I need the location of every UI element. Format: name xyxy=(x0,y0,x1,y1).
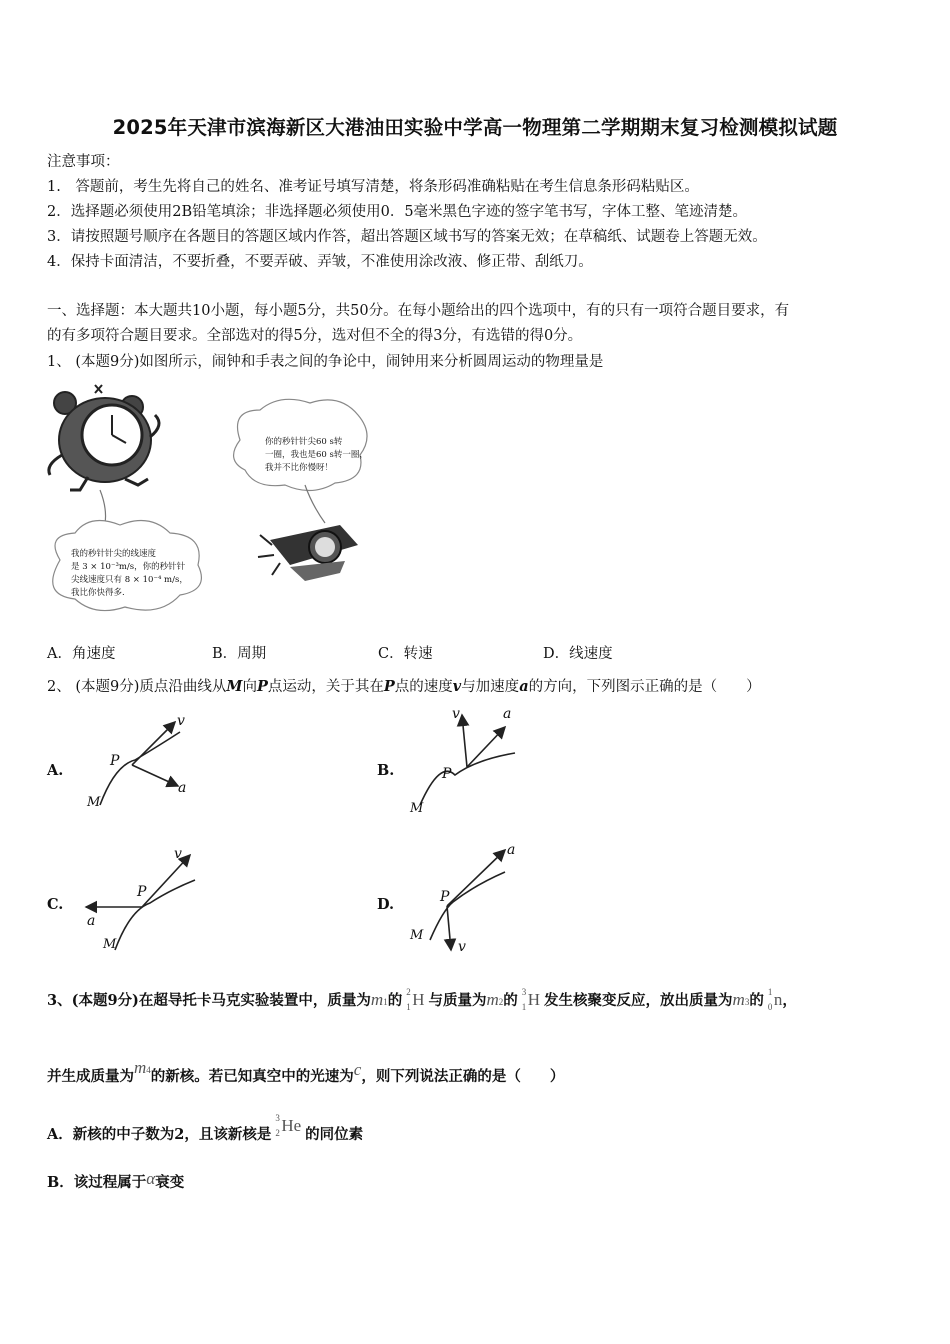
q3-m-symbol: m xyxy=(134,1058,147,1077)
q2c-label-p: P xyxy=(137,884,147,900)
q3-m-subscript: 2 xyxy=(498,997,504,1007)
q3-stem-text: ， xyxy=(782,992,797,1009)
q2d-label-p: P xyxy=(440,889,450,905)
q2c-label-a: a xyxy=(87,913,96,929)
q1-option-c[interactable]: C．转速 xyxy=(378,646,433,662)
watch-bubble-line: 我并不比你慢呀！ xyxy=(265,463,334,473)
watch-bubble-line: 一圈，我也是60 s转一圈， xyxy=(265,450,368,460)
q3-stem-text: 的新核。若已知真空中的光速为 xyxy=(150,1068,354,1085)
q2-option-a[interactable]: A. xyxy=(47,762,64,779)
q3-m-symbol: m xyxy=(732,990,745,1009)
q2a-label-a: a xyxy=(178,780,187,796)
q2-var-p: P xyxy=(256,678,268,695)
q2-option-c[interactable]: C. xyxy=(47,896,64,913)
nuclide-element: H xyxy=(527,990,541,1009)
clock-bubble-text xyxy=(71,548,188,600)
alarm-clock-icon xyxy=(49,385,159,490)
q2c-label-v: v xyxy=(174,846,182,862)
velocity-arrow xyxy=(132,722,175,765)
q2b-label-v: v xyxy=(452,706,460,722)
q3-stem-text: 与质量为 xyxy=(428,992,487,1009)
q2-stem-text: 点的速度 xyxy=(394,679,453,695)
nuclide-element: H xyxy=(412,990,425,1009)
deuterium-symbol xyxy=(406,987,425,1012)
nuclide-element: n xyxy=(773,990,783,1009)
q2d-label-v: v xyxy=(458,939,466,955)
q1-option-a[interactable]: A．角速度 xyxy=(47,646,116,662)
q2-diagram-b xyxy=(405,705,535,820)
page-title: 2025年天津市滨海新区大港油田实验中学高一物理第二学期期末复习检测模拟试题 xyxy=(112,116,838,139)
q3-var-m4 xyxy=(134,1058,151,1077)
notice-item: 2．选择题必须使用2B铅笔填涂；非选择题必须使用0．5毫米黑色字迹的签字笔书写，字体工整、笔迹清楚。 xyxy=(47,204,748,220)
clock-bubble-line: 我的秒针针尖的线速度 xyxy=(71,549,157,559)
q2d-label-a: a xyxy=(507,842,516,858)
nuclide-mass: 3 xyxy=(275,1113,280,1123)
notice-item: 3．请按照题号顺序在各题目的答题区域内作答，超出答题区域书写的答案无效；在草稿纸、试题卷上答题无效。 xyxy=(47,229,767,245)
q2-stem-text: 向 xyxy=(242,679,257,695)
q3-m-symbol: m xyxy=(370,990,384,1009)
q3-stem-text: ，则下列说法正确的是（ ） xyxy=(361,1068,565,1085)
q2b-label-p: P xyxy=(442,766,452,782)
question-3-stem-line2 xyxy=(47,1058,565,1088)
q2-stem-text: 2、 (本题9分)质点沿曲线从 xyxy=(47,679,227,695)
notice-heading: 注意事项： xyxy=(47,154,120,170)
acceleration-arrow xyxy=(132,765,178,786)
trajectory-curve xyxy=(430,872,505,940)
clock-bubble-line: 是 3 × 10⁻³m/s，你的秒针针 xyxy=(71,562,186,572)
q2-option-b[interactable]: B. xyxy=(377,762,395,779)
velocity-arrow xyxy=(462,715,467,767)
section-intro-line1: 一、选择题：本大题共10小题，每小题5分，共50分。在每小题给出的四个选项中，有的只有一项符合题目要求，有 xyxy=(47,303,790,319)
q2a-label-v: v xyxy=(177,713,185,729)
helium3-symbol xyxy=(275,1113,302,1138)
q3-option-text: B．该过程属于 xyxy=(47,1174,147,1191)
question-3-stem-line1 xyxy=(47,987,797,1012)
question-2-stem xyxy=(47,677,761,697)
wristwatch-icon xyxy=(258,525,358,581)
q3-var-m1 xyxy=(371,990,388,1009)
q1-option-b[interactable]: B．周期 xyxy=(212,646,267,662)
clock-bubble-line: 我比你快得多. xyxy=(71,588,125,598)
watch-bubble-text xyxy=(265,436,368,475)
q3-var-m2 xyxy=(486,990,503,1009)
q3-stem-text: 3、(本题9分)在超导托卡马克实验装置中，质量为 xyxy=(47,992,371,1009)
nuclide-mass: 2 xyxy=(406,987,411,997)
nuclide-mass: 1 xyxy=(767,987,773,997)
q3-stem-text: 的 xyxy=(387,992,403,1009)
q2a-label-p: P xyxy=(110,753,120,769)
tritium-symbol xyxy=(521,987,541,1012)
q2b-label-a: a xyxy=(503,706,512,722)
q3-option-text: 的同位素 xyxy=(305,1126,364,1143)
q3-stem-text: 的 xyxy=(749,992,764,1009)
question-1-stem: 1、 (本题9分)如图所示，闹钟和手表之间的争论中，闹钟用来分析圆周运动的物理量是 xyxy=(47,354,604,370)
q3-m-subscript: 1 xyxy=(383,997,388,1007)
q3-stem-text: 并生成质量为 xyxy=(47,1068,134,1085)
q3-var-c: c xyxy=(353,1060,362,1079)
velocity-arrow xyxy=(447,906,451,950)
q3-stem-text: 的 xyxy=(503,992,518,1009)
q3-m-symbol: m xyxy=(486,990,499,1009)
q2-stem-text: 点运动，关于其在 xyxy=(267,679,384,695)
trajectory-curve xyxy=(115,880,195,950)
q2-diagram-d xyxy=(405,840,545,960)
q1-option-d[interactable]: D．线速度 xyxy=(543,646,613,662)
watch-bubble-line: 你的秒针针尖60 s转 xyxy=(265,437,343,447)
q3-option-text: A．新核的中子数为2，且该新核是 xyxy=(47,1126,272,1143)
q2-var-v: v xyxy=(452,678,462,695)
q3-m-subscript: 3 xyxy=(744,997,750,1007)
notice-item: 4．保持卡面清洁，不要折叠，不要弄破、弄皱，不准使用涂改液、修正带、刮纸刀。 xyxy=(47,254,593,270)
q3-option-a[interactable] xyxy=(47,1113,364,1145)
nuclide-element: He xyxy=(281,1116,302,1135)
q2b-label-m: M xyxy=(410,801,424,816)
section-intro-line2: 的有多项符合题目要求。全部选对的得5分，选对但不全的得3分，有选错的得0分。 xyxy=(47,328,583,344)
nuclide-z: 1 xyxy=(521,1002,527,1012)
notice-item: 1. 答题前，考生先将自己的姓名、准考证号填写清楚，将条形码准确粘贴在考生信息条形码粘贴区。 xyxy=(47,179,699,195)
velocity-arrow xyxy=(142,855,190,907)
q2-var-m: M xyxy=(226,678,243,695)
q2-diagram-c xyxy=(80,845,210,955)
q3-option-text: 衰变 xyxy=(155,1174,185,1191)
q2a-label-m: M xyxy=(87,795,101,810)
q2c-label-m: M xyxy=(103,937,117,952)
nuclide-z: 2 xyxy=(275,1128,280,1138)
q2-var-a: a xyxy=(519,678,529,695)
nuclide-z: 1 xyxy=(406,1002,411,1012)
acceleration-arrow xyxy=(447,850,505,906)
clock-bubble-line: 尖线速度只有 8 × 10⁻⁴ m/s， xyxy=(71,575,188,585)
nuclide-z: 0 xyxy=(767,1002,773,1012)
q3-option-b[interactable] xyxy=(47,1169,185,1193)
q3-m-subscript: 4 xyxy=(146,1065,151,1075)
q2-var-p: P xyxy=(383,678,395,695)
trajectory-curve xyxy=(420,753,515,805)
q3-var-alpha: α xyxy=(146,1169,156,1188)
acceleration-arrow xyxy=(467,727,505,767)
nuclide-mass: 3 xyxy=(521,987,527,997)
q2-option-d[interactable]: D. xyxy=(377,896,395,913)
neutron-symbol xyxy=(767,987,783,1012)
q2-stem-text: 与加速度 xyxy=(461,679,520,695)
q3-stem-text: 发生核聚变反应，放出质量为 xyxy=(544,992,733,1009)
q2-stem-text: 的方向，下列图示正确的是（ ） xyxy=(528,679,761,695)
q3-var-m3 xyxy=(733,990,750,1009)
q2d-label-m: M xyxy=(410,928,424,943)
